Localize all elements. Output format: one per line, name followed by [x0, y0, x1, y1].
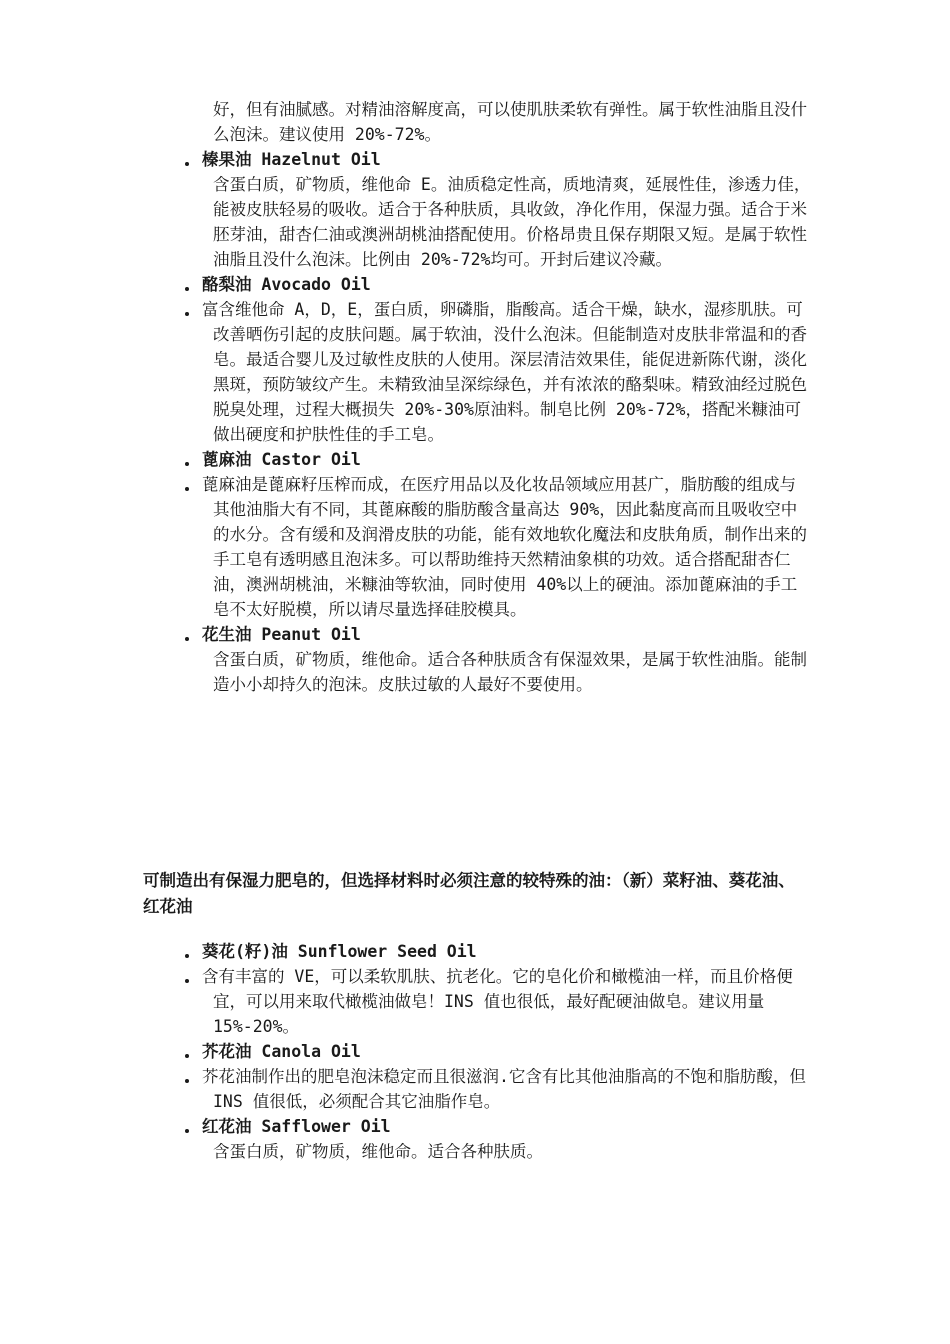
oil-name-castor: 蓖麻油 Castor Oil	[182, 447, 812, 472]
oil-description: 含蛋白质，矿物质，维他命 E。油质稳定性高，质地清爽，延展性佳，渗透力佳，能被皮肤轻易的吸收。适合于各种肤质，具收敛，净化作用，保湿力强。适合于米胚芽油，甜杏仁油或澳洲胡桃油搭配使用。价格昂贵且保存期限又短。是属于软性油脂且没什么泡沫。比例由 20%-72%均可。开封后建议冷藏。	[213, 175, 811, 269]
oil-name-peanut: 花生油 Peanut Oil	[182, 622, 812, 647]
oil-description: 好，但有油腻感。对精油溶解度高，可以使肌肤柔软有弹性。属于软性油脂且没什么泡沫。建议使用 20%-72%。	[213, 100, 807, 144]
oil-description: 含蛋白质，矿物质，维他命。适合各种肤质。	[213, 1142, 543, 1161]
oil-description: 富含维他命 A，D，E，蛋白质，卵磷脂，脂酸高。适合干燥，缺水，湿疹肌肤。可改善晒伤引起的皮肤问题。属于软油，没什么泡沫。但能制造对皮肤非常温和的香皂。最适合婴儿及过敏性皮肤的人使用。深层清洁效果佳，能促进新陈代谢，淡化黑斑，预防皱纹产生。未精致油呈深综绿色，并有浓浓的酪梨味。精致油经过脱色脱臭处理，过程大概损失 20%-30%原油料。制皂比例 20%-72%，搭配米糠油可做出硬度和护肤性佳的手工皂。	[182, 297, 812, 447]
oil-list-special	[182, 939, 812, 1164]
oil-description: 芥花油制作出的肥皂泡沫稳定而且很滋润.它含有比其他油脂高的不饱和脂肪酸，但 INS 值很低，必须配合其它油脂作皂。	[182, 1064, 812, 1114]
oil-description: 含蛋白质，矿物质，维他命。适合各种肤质含有保湿效果，是属于软性油脂。能制造小小却持久的泡沫。皮肤过敏的人最好不要使用。	[213, 650, 807, 694]
section-heading: 可制造出有保湿力肥皂的，但选择材料时必须注意的较特殊的油：（新）菜籽油、葵花油、红花油	[143, 871, 795, 916]
oil-name-avocado: 酪梨油 Avocado Oil	[182, 272, 812, 297]
oil-description: 含有丰富的 VE，可以柔软肌肤、抗老化。它的皂化价和橄榄油一样，而且价格便宜，可以用来取代橄榄油做皂！INS 值也很低，最好配硬油做皂。建议用量 15%-20%。	[182, 964, 812, 1039]
oil-name-sunflower: 葵花(籽)油 Sunflower Seed Oil	[182, 939, 812, 964]
oil-name-canola: 芥花油 Canola Oil	[182, 1039, 812, 1064]
oil-name-hazelnut: 榛果油 Hazelnut Oil	[182, 147, 812, 172]
oil-list-soft	[182, 97, 812, 697]
oil-description: 蓖麻油是蓖麻籽压榨而成，在医疗用品以及化妆品领域应用甚广，脂肪酸的组成与其他油脂大有不同，其蓖麻酸的脂肪酸含量高达 90%，因此黏度高而且吸收空中的水分。含有缓和及润滑皮肤的功能，能有效地软化魔法和皮肤角质，制作出来的手工皂有透明感且泡沫多。可以帮助维持天然精油象棋的功效。适合搭配甜杏仁油，澳洲胡桃油，米糠油等软油，同时使用 40%以上的硬油。添加蓖麻油的手工皂不太好脱模，所以请尽量选择硅胶模具。	[182, 472, 812, 622]
oil-name-safflower: 红花油 Safflower Oil	[182, 1114, 812, 1139]
